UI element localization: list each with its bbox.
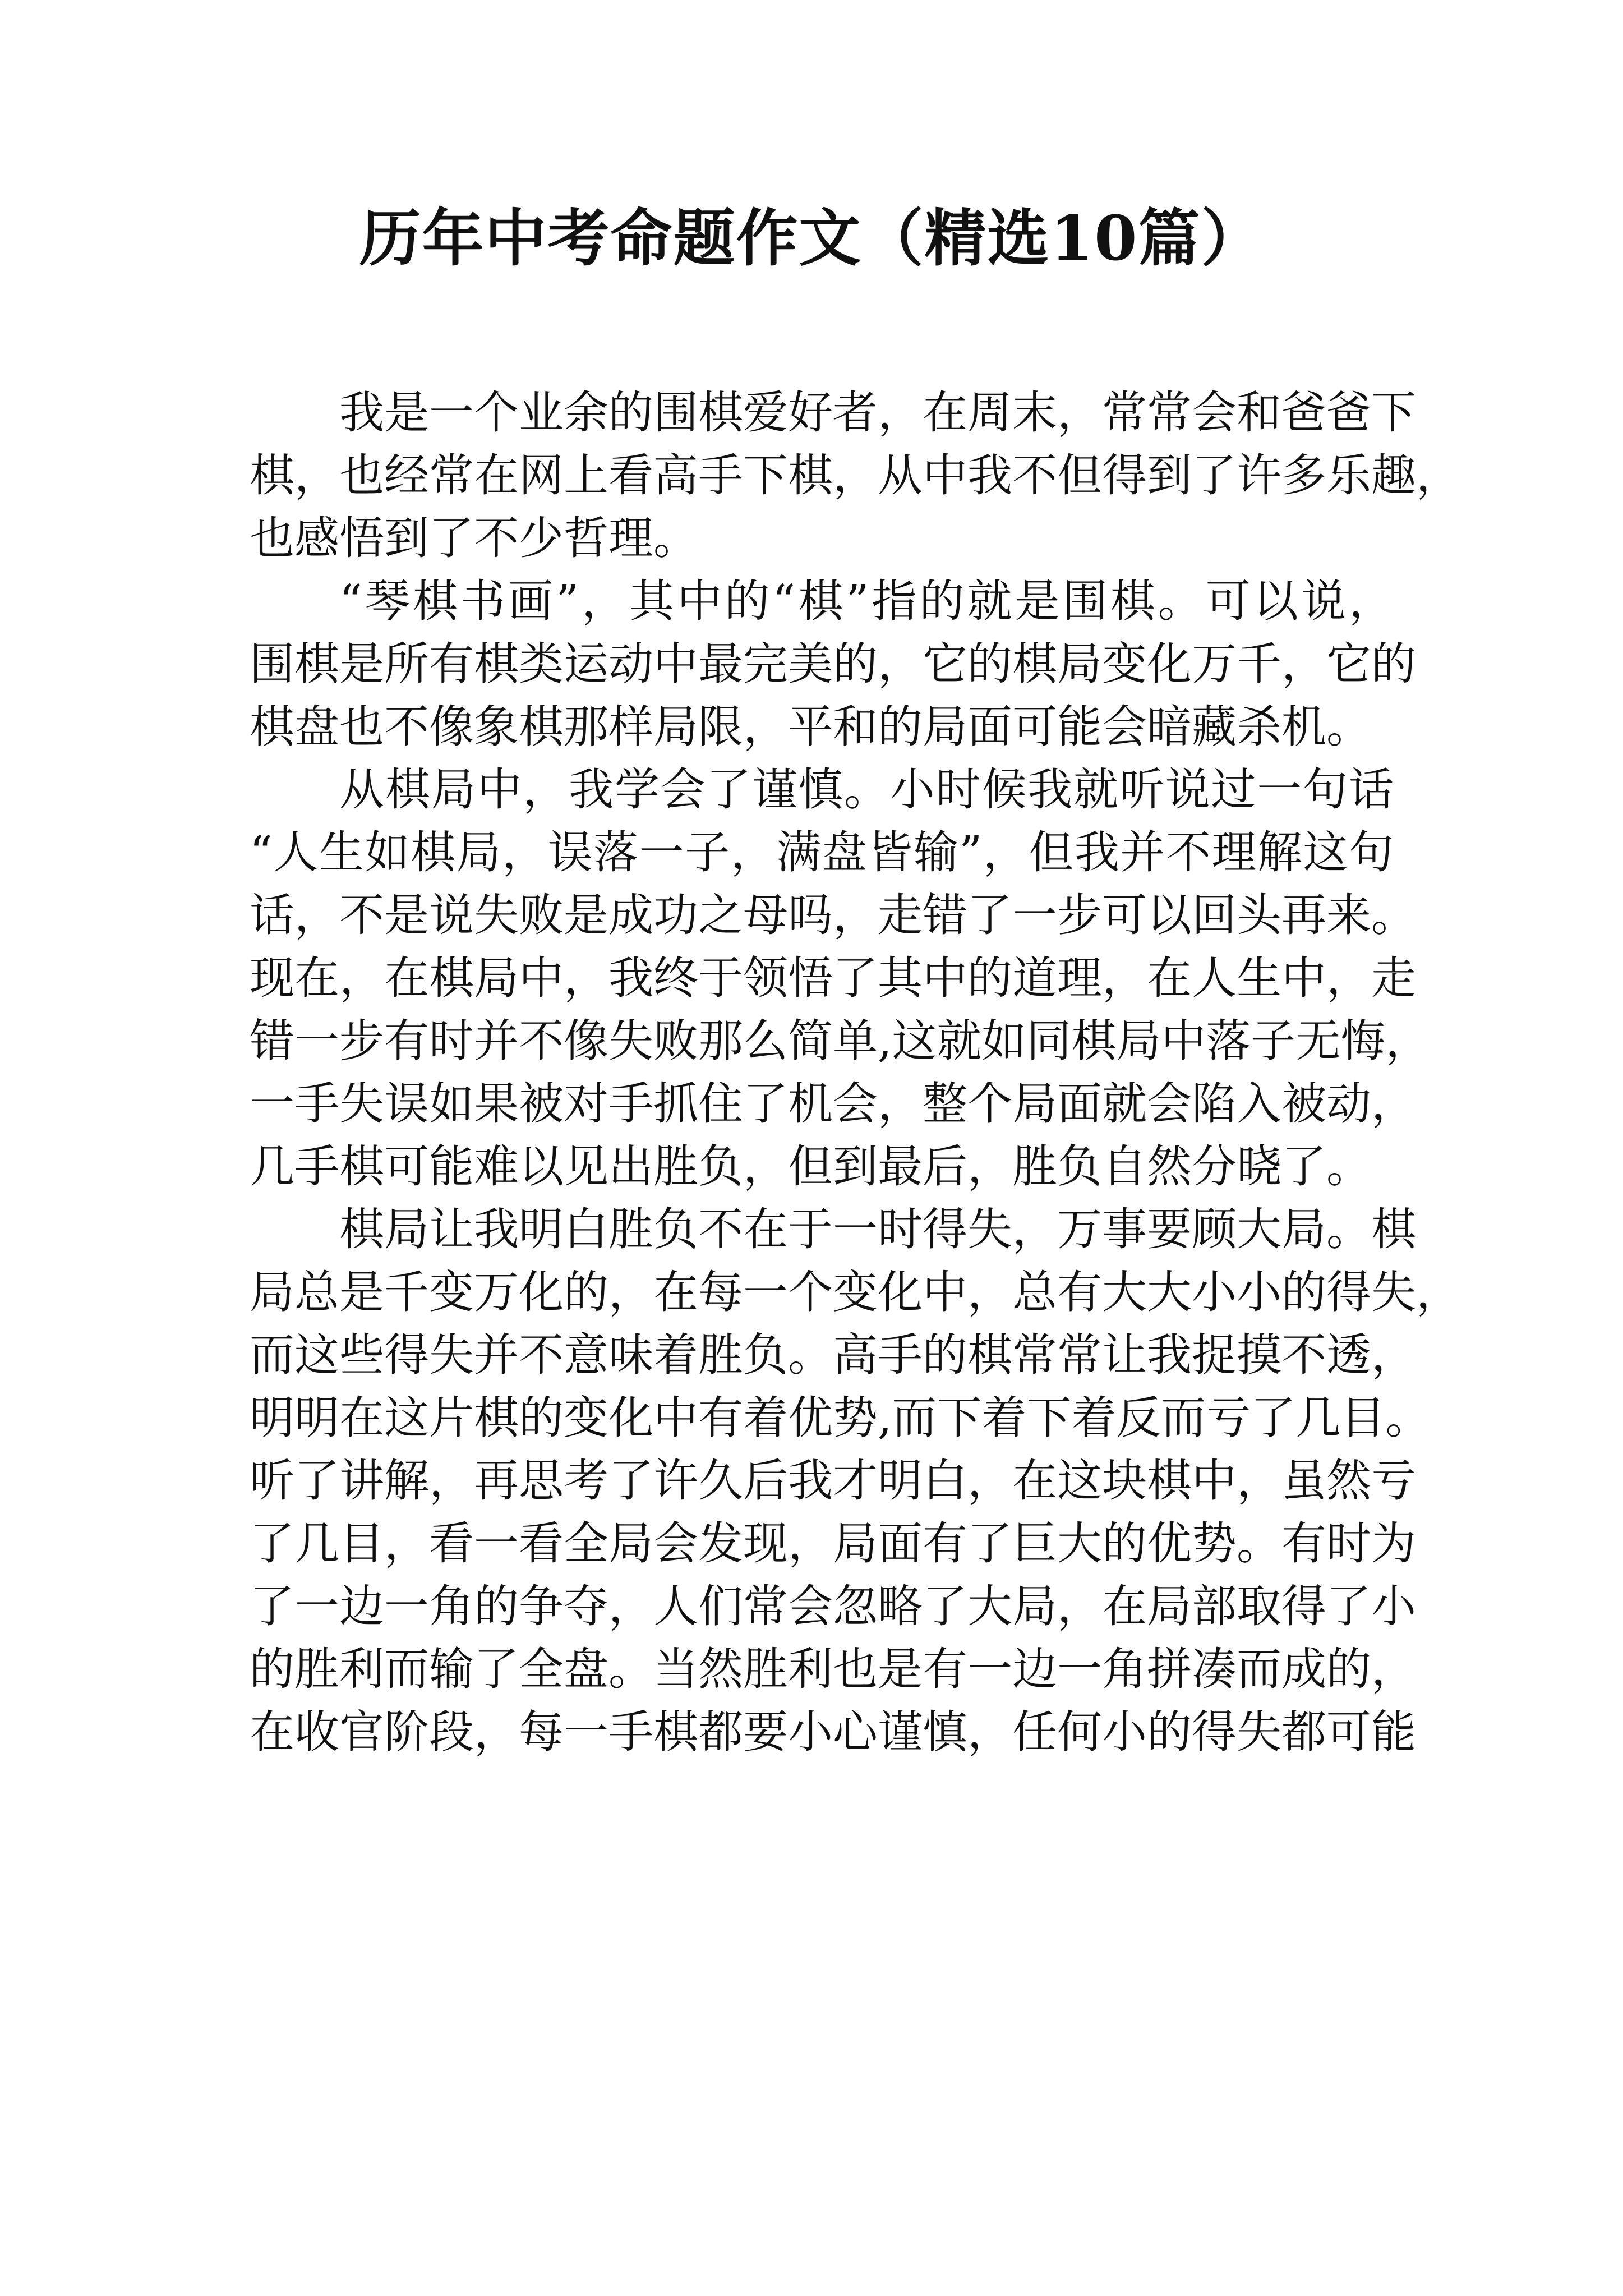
body-text-line: 局总是千变万化的，在每一个变化中，总有大大小小的得失， bbox=[250, 1266, 1461, 1318]
body-text-line: 围棋是所有棋类运动中最完美的，它的棋局变化万千，它的 bbox=[250, 638, 1416, 690]
body-text-line: 棋盘也不像象棋那样局限，平和的局面可能会暗藏杀机。 bbox=[250, 701, 1371, 753]
body-text-line: 从棋局中，我学会了谨慎。小时候我就听说过一句话 bbox=[339, 763, 1394, 816]
body-text-line: 错一步有时并不像失败那么简单,这就如同棋局中落子无悔， bbox=[250, 1015, 1431, 1067]
body-text-line: 现在，在棋局中，我终于领悟了其中的道理，在人生中，走 bbox=[250, 952, 1416, 1004]
body-text-line: 棋局让我明白胜负不在于一时得失，万事要顾大局。棋 bbox=[339, 1203, 1416, 1255]
body-text-line: 一手失误如果被对手抓住了机会，整个局面就会陷入被动， bbox=[250, 1078, 1416, 1130]
body-text-line: “人生如棋局，误落一子，满盘皆输”，但我并不理解这句 bbox=[250, 826, 1394, 878]
body-text-line: 棋，也经常在网上看高手下棋，从中我不但得到了许多乐趣， bbox=[250, 449, 1461, 501]
body-text-line: 明明在这片棋的变化中有着优势,而下着下着反而亏了几目。 bbox=[250, 1392, 1431, 1444]
body-text-line: 听了讲解，再思考了许久后我才明白，在这块棋中，虽然亏 bbox=[250, 1455, 1416, 1507]
body-text-line: 也感悟到了不少哲理。 bbox=[250, 512, 698, 564]
body-text-line: 话，不是说失败是成功之母吗，走错了一步可以回头再来。 bbox=[250, 889, 1416, 941]
document-body bbox=[250, 381, 1461, 1764]
body-text-line: 了几目，看一看全局会发现，局面有了巨大的优势。有时为 bbox=[250, 1517, 1416, 1570]
body-text-line: 了一边一角的争夺，人们常会忽略了大局，在局部取得了小 bbox=[250, 1580, 1416, 1632]
body-text-line: 我是一个业余的围棋爱好者，在周末，常常会和爸爸下 bbox=[339, 386, 1416, 439]
body-text-line: “琴棋书画”，其中的“棋”指的就是围棋。可以说， bbox=[339, 575, 1394, 627]
body-text-line: 在收官阶段，每一手棋都要小心谨慎，任何小的得失都可能 bbox=[250, 1706, 1416, 1758]
body-text-line: 的胜利而输了全盘。当然胜利也是有一边一角拼凑而成的， bbox=[250, 1643, 1416, 1695]
body-text-line: 而这些得失并不意味着胜负。高手的棋常常让我捉摸不透， bbox=[250, 1329, 1416, 1381]
document-title: 历年中考命题作文（精选10篇） bbox=[359, 202, 1264, 274]
body-text-line: 几手棋可能难以见出胜负，但到最后，胜负自然分晓了。 bbox=[250, 1140, 1371, 1193]
